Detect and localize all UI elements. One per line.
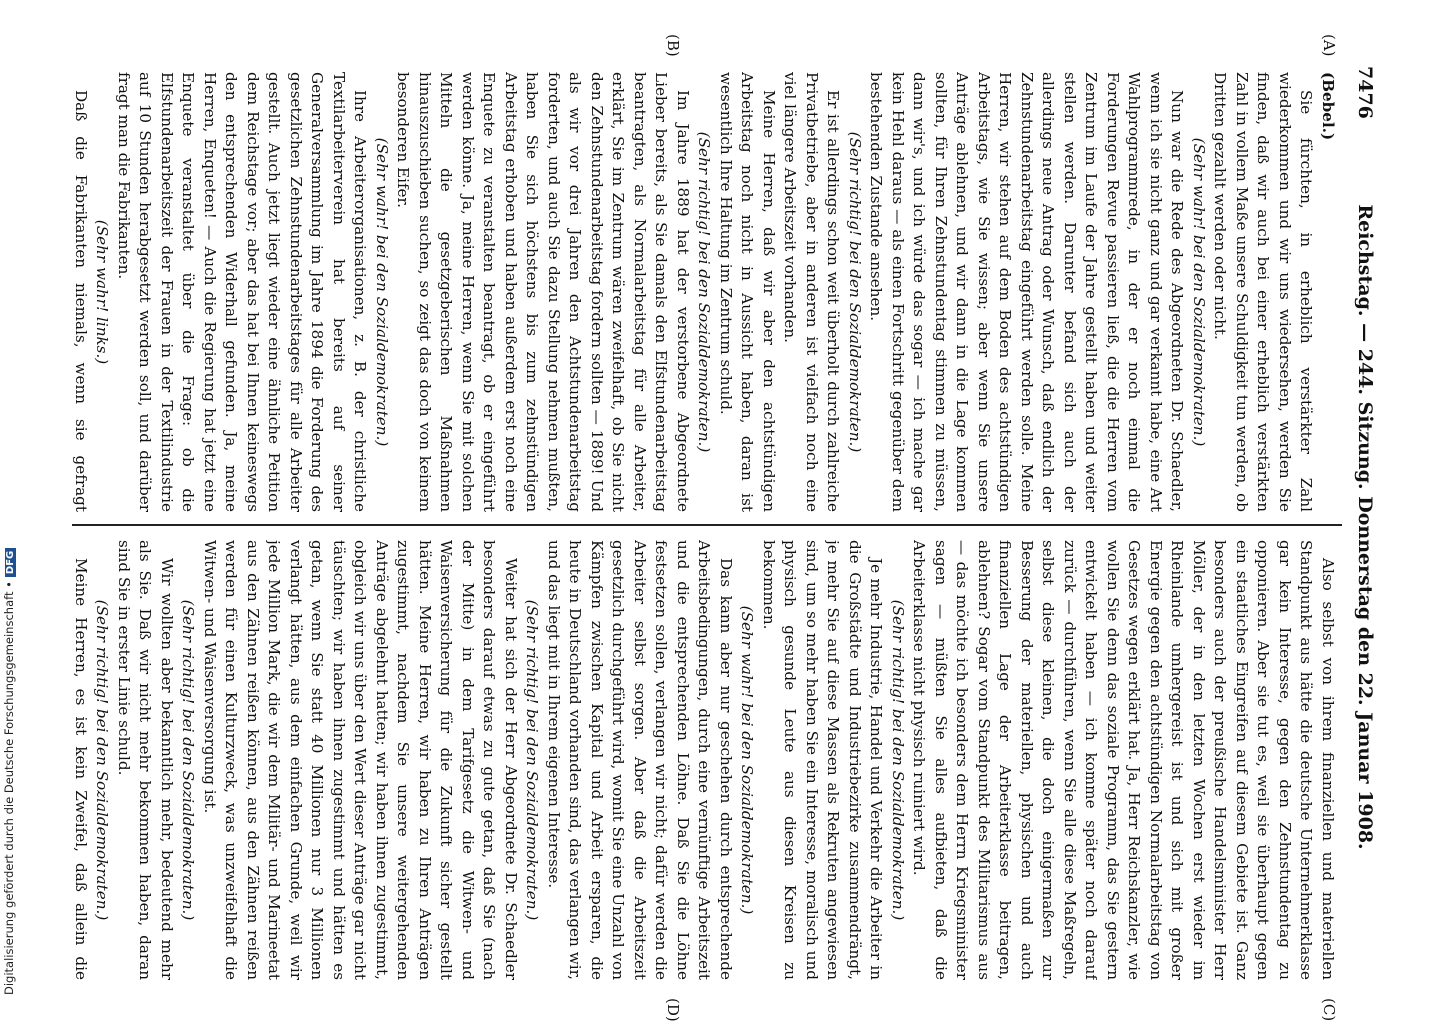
margin-marker-c: (C) [1320, 998, 1338, 1022]
right-column-interjection: (Sehr richtig! bei den Sozialdemokraten.) [93, 599, 112, 921]
right-column-interjection: (Sehr richtig! bei den Sozialdemokraten.) [889, 599, 907, 921]
left-column-paragraph: Daß die Fabrikanten niemals, wenn sie gefragt [72, 90, 90, 512]
right-column-paragraph: Meine Herren, es ist kein Zweifel, daß allein die [72, 558, 90, 980]
left-column-paragraph: Er ist allerdings schon weit überholt durch zahlreiche Privatbetriebe, aber in anderen ist vielfach noch eine viel längere Arbeitszeit vorhanden. [781, 72, 843, 512]
page-header [1344, 62, 1382, 992]
left-column-paragraph: Nun war die Rede des Abgeordneten Dr. Schaedler, wenn ich sie nicht ganz und gar verkannt habe, eine Art Wahlprogrammrede, in der er noch einmal die Forderungen Revue passieren ließ, die die Herren vom Zentrum im Laufe der Jahre gestellt haben und weiter stellen werden. Darunter befand sich auch der allerdings neue Antrag oder Wunsch, daß endlich der Zehnstundenarbeitstag eingeführt werden solle. Meine Herren, wir stehen auf dem Boden des achtstündigen Arbeitstags, wie Sie wissen; aber wenn Sie unsere Anträge ablehnen, und wir dann in die Lage kommen sollten, für Ihren Zehnstundentag stimmen zu müssen, dann wir's, und ich würde das sogar — ich mache gar kein Hehl daraus — als einen Fortschritt gegenüber dem bestehenden Zustande ansehen. [867, 72, 1187, 512]
credit-text: Digitalisierung gefördert durch die Deutsche Forschungsgemeinschaft • [2, 581, 16, 995]
right-column-paragraph: Das kann aber nur geschehen durch entsprechende Arbeitsbedingungen, durch eine vernünftige Arbeitszeit und die entsprechenden Löhne. Daß Sie die Löhne festsetzen sollen, verlangen wir nicht; dafür werden die Arbeiter selbst sorgen. Aber daß die Arbeitszeit gesetzlich durchgeführt wird, womit Sie eine Unzahl von Kämpfen zwischen Kapital und Arbeit ersparen, die heute in Deutschland vorhanden sind, das verlangen wir, und das liegt mit in Ihrem eigenen Interesse. [545, 540, 735, 980]
margin-marker-b: (B) [664, 34, 682, 57]
right-column-interjection: (Sehr richtig! bei den Sozialdemokraten.) [179, 599, 198, 921]
right-column-paragraph: Wir wollten aber bekanntlich mehr, bedeutend mehr als Sie. Daß wir nicht mehr bekommen haben, daran sind Sie in erster Linie schuld. [115, 540, 176, 980]
page-title: Reichstag. — 244. Sitzung. Donnerstag den 22. Januar 1908. [1354, 204, 1376, 850]
speaker-name: (Bebel.) [1319, 72, 1337, 141]
right-column-paragraphs [72, 540, 1338, 980]
column-divider [72, 524, 1342, 526]
margin-marker-d: (D) [664, 998, 682, 1022]
digitization-credit [2, 550, 22, 995]
margin-marker-a: (A) [1320, 34, 1338, 57]
right-column-paragraph: Weiter hat sich der Herr Abgeordnete Dr. Schaedler besonders darauf etwas zu gute getan, daß Sie (nach der Mitte) in dem Tarifgesetz die Witwen- und Waisenversicherung für die Zukunft sicher gestellt hätten. Meine Herren, wir haben zu Ihren Anträgen zugestimmt, nachdem Sie unsere weitergehenden Anträge abgelehnt hatten; wir haben ihnen zugestimmt, obgleich wir uns über den Wert dieser Anträge gar nicht täuschten; wir haben ihnen zugestimmt und hätten es getan, wenn Sie statt 40 Millionen nur 3 Millionen verlangt hätten, aus dem einfachen Grunde, weil wir jede Million Mark, die wir dem Militär- und Marineetat aus den Zähnen reißen können, aus den Zähnen reißen werden für einen Kulturzweck, was unzweifelhaft die Witwen- und Waisenversorgung ist. [201, 540, 520, 980]
left-column-paragraphs [72, 72, 1317, 512]
right-column [72, 540, 1338, 980]
left-column [72, 72, 1338, 512]
left-column-paragraph: Ihre Arbeiterorganisationen, z. B. der christliche Textilarbeiterverein hat bereits auf seiner Generalversammlung im Jahre 1894 die Forderung des gesetzlichen Zehnstundenarbeitstages für alle Arbeiter gestellt. Auch jetzt liegt wieder eine ähnliche Petition dem Reichstage vor; aber das hat bei Ihnen keineswegs den entsprechenden Widerhall gefunden. Ja, meine Herren, Enqueten! — Auch die Regierung hat jetzt eine Enquete veranstaltet über die Frage: ob die Elfstundenarbeitszeit der Frauen in der Textilindustrie auf 10 Stunden herabgesetzt werden soll, und darüber fragt man die Fabrikanten. [115, 72, 370, 512]
newspaper-page [62, 34, 1382, 1022]
right-column-paragraph: Also selbst von ihrem finanziellen und materiellen Standpunkt aus hätte die deutsche Unternehmerklasse gar kein Interesse, gegen den Zehnstundentag zu opponieren. Aber sie tut es, weil sie überhaupt gegen ein staatliches Eingreifen auf diesem Gebiete ist. Ganz besonders auch der preußische Handelsminister Herr Möller, der in den letzten Wochen erst wieder im Rheinlande umhergereist ist und sich mit großer Energie gegen den achtstündigen Normalarbeitstag von Gesetzes wegen erklärt hat. Ja, Herr Reichskanzler, wie wollen Sie denn das soziale Programm, das Sie gestern entwickelt haben — ich komme später noch darauf zurück — durchführen, wenn Sie alle diese Maßregeln, selbst diese kleinen, die doch einigermaßen zur Besserung der materiellen, physischen und auch finanziellen Lage der Arbeiterklasse beitragen, ablehnen? Sogar vom Standpunkt des Militarismus aus — das möchte ich besonders dem Herrn Kriegsminister sagen — müßten Sie alles aufbieten, daß die Arbeiterklasse nicht physisch ruiniert wird. [910, 540, 1337, 980]
right-column-paragraph: Je mehr Industrie, Handel und Verkehr die Arbeiter in die Großstädte und Industriebezirke zusammendrängt, je mehr Sie auf diese Massen als Rekruten angewiesen sind, um so mehr haben Sie ein Interesse, moralisch und physisch gesunde Leute aus diesen Kreisen zu bekommen. [760, 540, 886, 980]
left-column-interjection: (Sehr richtig! bei den Sozialdemokraten.) [695, 131, 714, 453]
left-column-interjection: (Sehr wahr! links.) [93, 219, 112, 365]
right-column-interjection: (Sehr richtig! bei den Sozialdemokraten.) [523, 599, 542, 921]
left-column-interjection: (Sehr wahr! bei den Sozialdemokraten.) [373, 137, 391, 447]
dfg-logo: DFG [5, 548, 16, 577]
right-column-interjection: (Sehr wahr! bei den Sozialdemokraten.) [738, 605, 757, 915]
left-column-paragraph: Im Jahre 1889 hat der verstorbene Abgeordnete Lieber bereits, als Sie damals den Elfstundenarbeitstag beantragten, als Normalarbeitstag für alle Arbeiter, erklärt, Sie im Zentrum wären zweifelhaft, ob Sie nicht den Zehnstundenarbeitstag fordern sollten — 1889! Und als wir vor drei Jahren den Achtstundenarbeitstag forderten, und auch Sie dazu Stellung nehmen mußten, haben Sie sich höchstens bis zum zehnstündigen Arbeitstag erhoben und haben außerdem erst noch eine Enquete zu veranstalten beantragt, ob er eingeführt werden könne. Ja, meine Herren, wenn Sie mit solchen Mitteln die gesetzgeberischen Maßnahmen hinauszuschieben suchen, so zeigt das doch von keinem besonderen Eifer. [394, 72, 692, 512]
page-number: 7476 [1354, 66, 1376, 119]
left-column-interjection: (Sehr wahr! bei den Sozialdemokraten.) [1190, 137, 1208, 447]
left-column-paragraph: Meine Herren, daß wir aber den achtstündigen Arbeitstag noch nicht in Aussicht haben, daran ist wesentlich Ihre Haltung im Zentrum schuld. [717, 72, 778, 512]
left-column-paragraph: Sie fürchten, in erheblich verstärkter Zahl wiederkommen und wir uns wiedersehen, werden Sie finden, daß wir auch bei einer erheblich verstärkten Zahl in vollem Maße unsere Schuldigkeit tun werden, ob Dritten gezahlt werden oder nicht. [1211, 72, 1316, 512]
left-column-interjection: (Sehr richtig! bei den Sozialdemokraten.) [846, 131, 864, 453]
